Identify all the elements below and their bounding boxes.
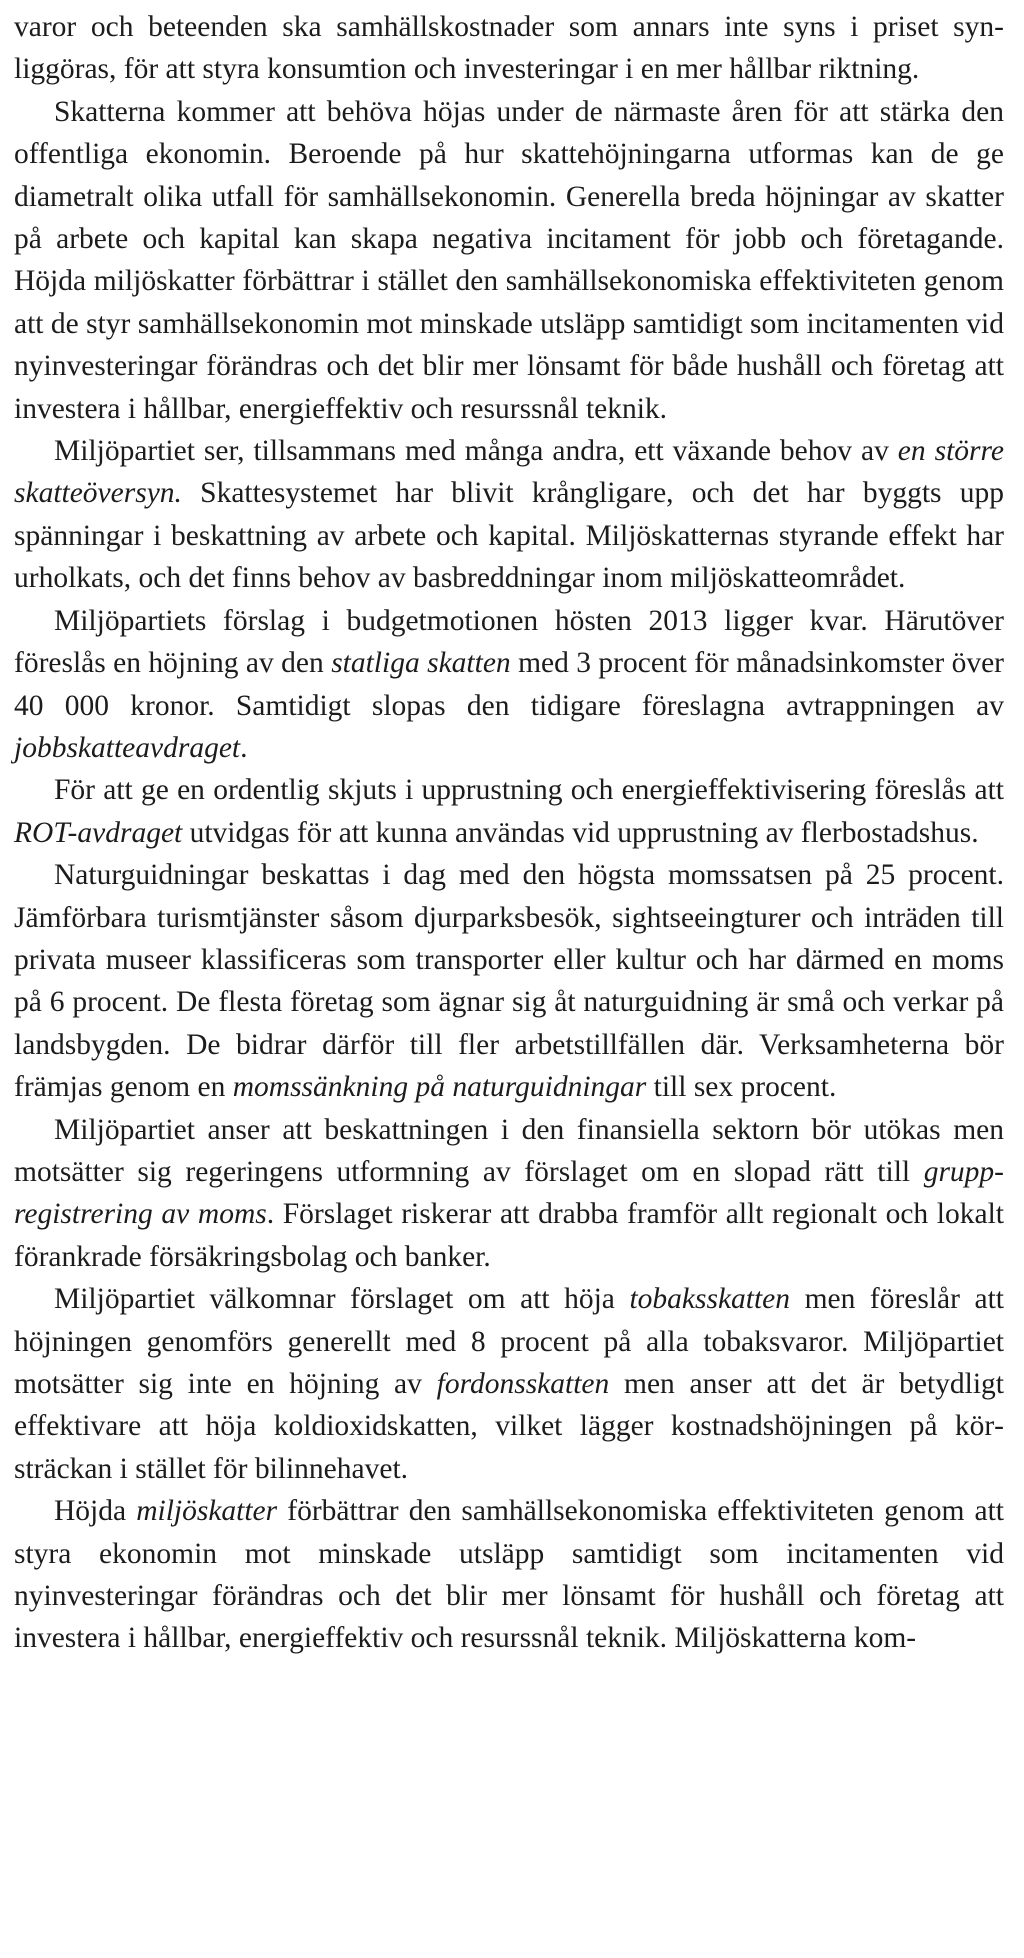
text-run: Naturguidningar beskattas i dag med den högsta momssatsen på 25 procent. Jämförbara turismtjänster såsom djurparksbesök, sightseeingturer och inträden till privata museer klassificeras som transporter eller kultur och har därmed en moms på 6 procent. De flesta företag som ägnar sig åt naturguidning är små och verkar på landsbygden. De bidrar därför till fler arbetstillfällen där. Verksamheterna bör främjas genom en xyxy=(14,859,1004,1104)
paragraph xyxy=(14,6,1004,91)
emphasized-term: miljöskatter xyxy=(136,1495,278,1528)
text-run: Skatterna kommer att behöva höjas under de närmaste åren för att stärka den offentliga ekonomin. Beroende på hur skattehöjningarna utformas kan de ge diametralt olika utfall för samhällsekonomin. Generella breda höjningar av skatter på arbete och kapital kan skapa negativa incitament för jobb och företagande. Höjda miljöskatter förbättrar i stället den samhällsekonomiska effektiviteten genom att de styr samhällsekonomin mot minskade utsläpp samtidigt som incitamenten vid nyinvesteringar förändras och det blir mer lönsamt för både hushåll och företag att investera i hållbar, energieffektiv och resurssnål teknik. xyxy=(14,95,1004,425)
text-run: . xyxy=(240,731,248,764)
text-run: med 3 procent för månadsinkomster över 40 000 kronor. Samtidigt slopas den tidigare föreslagna avtrappningen av xyxy=(14,647,1004,722)
emphasized-term: gruppregistrering av moms xyxy=(14,1155,1004,1231)
text-run: Skattesystemet har blivit krångligare, och det har byggts upp spänningar i beskattning av arbete och kapital. Miljöskatternas styrande effekt har urholkats, och det finns behov av basbreddningar inom miljöskatteområdet. xyxy=(14,477,1004,595)
text-run: Höjda xyxy=(54,1495,137,1528)
paragraph xyxy=(14,600,1004,770)
paragraph xyxy=(14,430,1004,600)
emphasized-term: statliga skatten xyxy=(331,647,511,680)
paragraph xyxy=(14,854,1004,1108)
emphasized-term: fordonsskatten xyxy=(436,1368,610,1400)
document-page xyxy=(14,6,1004,1660)
paragraph xyxy=(14,91,1004,430)
emphasized-term: en större skatteöversyn. xyxy=(14,435,1004,510)
emphasized-term: ROT-avdraget xyxy=(14,816,183,849)
paragraph xyxy=(14,1109,1004,1279)
paragraph xyxy=(14,1490,1004,1660)
text-run: Miljöpartiet anser att beskattningen i den finansiella sektorn bör utökas men motsätter sig regeringens utformning av förslaget om en slopad rätt till xyxy=(14,1113,1004,1188)
text-run: utvidgas för att kunna användas vid upprustning av flerbostadshus. xyxy=(182,816,979,849)
text-run: men anser att det är betydligt effektivare att höja koldioxidskatten, vilket lägger kostnadshöjningen på körsträckan i stället för bilinnehavet. xyxy=(14,1368,1004,1485)
emphasized-term: jobbskatteavdraget xyxy=(14,731,241,764)
emphasized-term: momssänkning på naturguidningar xyxy=(232,1071,647,1104)
text-run: till sex procent. xyxy=(646,1071,837,1104)
body-text xyxy=(14,6,1004,1660)
paragraph xyxy=(14,769,1004,854)
text-run: Miljöpartiets förslag i budgetmotionen hösten 2013 ligger kvar. Härutöver föreslås en höjning av den xyxy=(14,604,1004,680)
text-run: varor och beteenden ska samhällskostnader som annars inte syns i priset synliggöras, för att styra konsumtion och investeringar i en mer hållbar riktning. xyxy=(14,11,1004,86)
paragraph xyxy=(14,1278,1004,1490)
text-run: men föreslår att höjningen genomförs generellt med 8 procent på alla tobaksvaror. Miljöpartiet motsätter sig inte en höjning av xyxy=(14,1283,1004,1400)
text-run: förbättrar den samhällsekonomiska effektiviteten genom att styra ekonomin mot minskade utsläpp samtidigt som incitamenten vid nyinvesteringar förändras och det blir mer lönsamt för hushåll och företag att investera i hållbar, energieffektiv och resurssnål teknik. Miljöskatterna kom- xyxy=(14,1495,1004,1655)
text-run: För att ge en ordentlig skjuts i upprustning och energieffektivisering föreslås att xyxy=(54,774,1004,807)
text-run: Miljöpartiet ser, tillsammans med många andra, ett växande behov av xyxy=(54,435,898,468)
emphasized-term: tobaksskatten xyxy=(629,1283,791,1316)
text-run: . Förslaget riskerar att drabba framför allt regionalt och lokalt förankrade försäkringsbolag och banker. xyxy=(14,1198,1004,1273)
text-run: Miljöpartiet välkomnar förslaget om att höja xyxy=(54,1283,630,1316)
